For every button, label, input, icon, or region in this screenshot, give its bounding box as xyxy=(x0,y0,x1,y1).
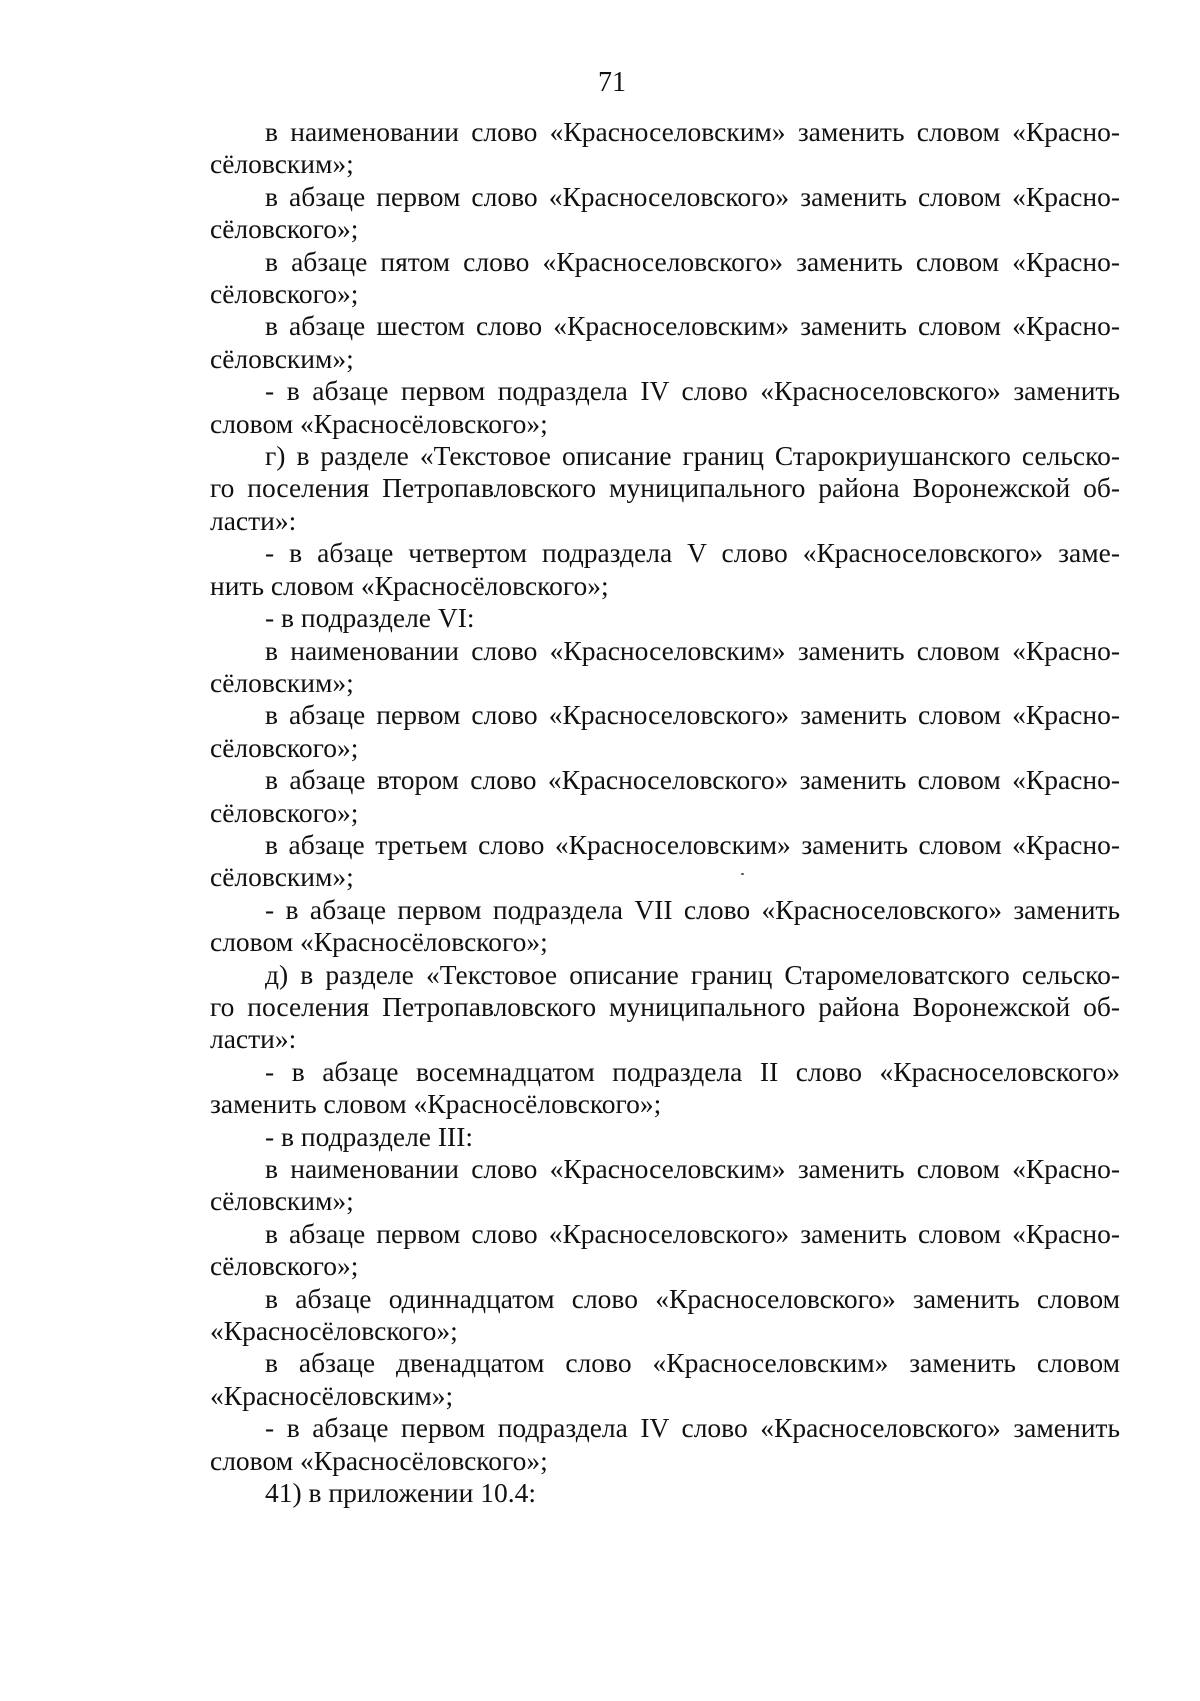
paragraph-line: сёловским»; xyxy=(210,148,354,180)
paragraph-line: в абзаце третьем слово «Красноселовским» заменить словом «Красно- xyxy=(265,828,1120,860)
paragraph xyxy=(210,699,1120,764)
paragraph-line: г) в разделе «Текстовое описание границ Старокриушанского сельско- xyxy=(265,440,1120,472)
paragraph xyxy=(210,764,1120,829)
document-body xyxy=(210,116,1120,1509)
paragraph xyxy=(210,829,1120,894)
paragraph-line: в наименовании слово «Красноселовским» заменить словом «Красно- xyxy=(265,1153,1120,1184)
paragraph-line: в абзаце двенадцатом слово «Красноселовским» заменить словом xyxy=(265,1347,1120,1379)
paragraph-line: сёловского»; xyxy=(210,731,359,763)
paragraph-line: го поселения Петропавловского муниципального района Воронежской об- xyxy=(210,472,1120,504)
paragraph xyxy=(210,116,1120,181)
paragraph-line: «Красносёловским»; xyxy=(210,1379,454,1411)
paragraph-line: д) в разделе «Текстовое описание границ Старомеловатского сельско- xyxy=(265,958,1120,990)
paragraph xyxy=(210,310,1120,375)
paragraph-line: - в абзаце четвертом подраздела V слово «Красноселовского» заме- xyxy=(265,537,1120,569)
paragraph-line: словом «Красносёловского»; xyxy=(210,407,548,439)
page-number: 71 xyxy=(598,67,626,98)
paragraph-line: заменить словом «Красносёловского»; xyxy=(210,1088,662,1120)
paragraph-line: сёловского»; xyxy=(210,213,359,245)
paragraph xyxy=(210,1347,1120,1412)
paragraph-line: сёловским»; xyxy=(210,342,354,374)
paragraph xyxy=(210,375,1120,440)
paragraph-line: «Красносёловского»; xyxy=(210,1315,458,1347)
paragraph-line: сёловского»; xyxy=(210,1250,359,1282)
paragraph xyxy=(210,1153,1120,1218)
paragraph-line: в наименовании слово «Красноселовским» заменить словом «Красно- xyxy=(265,116,1120,147)
paragraph-line: в наименовании слово «Красноселовским» заменить словом «Красно- xyxy=(265,634,1120,666)
paragraph xyxy=(210,1412,1120,1477)
paragraph xyxy=(210,1121,1120,1153)
paragraph xyxy=(210,894,1120,959)
paragraph-line: сёловским»; xyxy=(210,1185,354,1217)
paragraph-line: - в абзаце первом подраздела VII слово «Красноселовского» заменить xyxy=(265,893,1120,925)
paragraph-line: - в абзаце первом подраздела IV слово «Красноселовского» заменить xyxy=(265,375,1120,407)
paragraph-line: словом «Красносёловского»; xyxy=(210,926,548,958)
paragraph-line: го поселения Петропавловского муниципального района Воронежской об- xyxy=(210,990,1120,1022)
paragraph-line: в абзаце первом слово «Красноселовского» заменить словом «Красно- xyxy=(265,1217,1120,1249)
paragraph-line: ласти»: xyxy=(210,1023,297,1055)
paragraph xyxy=(210,181,1120,246)
paragraph xyxy=(210,246,1120,311)
paragraph-line: ласти»: xyxy=(210,504,297,536)
paragraph-line: в абзаце одиннадцатом слово «Красноселовского» заменить словом xyxy=(265,1282,1120,1314)
paragraph-line: - в подразделе III: xyxy=(265,1120,473,1152)
paragraph-line: - в абзаце первом подраздела IV слово «Красноселовского» заменить xyxy=(265,1412,1120,1444)
paragraph-line: в абзаце втором слово «Красноселовского» заменить словом «Красно- xyxy=(265,764,1120,796)
paragraph xyxy=(210,635,1120,700)
paragraph-line: сёловского»; xyxy=(210,278,359,310)
paragraph xyxy=(210,959,1120,1056)
paragraph-line: - в абзаце восемнадцатом подраздела II слово «Красноселовского» xyxy=(265,1055,1120,1087)
paragraph-line: словом «Красносёловского»; xyxy=(210,1444,548,1476)
paragraph-line: сёловским»; xyxy=(210,666,354,698)
paragraph-line: сёловским»; xyxy=(210,861,354,893)
paragraph-line: в абзаце шестом слово «Красноселовским» заменить словом «Красно- xyxy=(265,310,1120,342)
paragraph xyxy=(210,537,1120,602)
paragraph xyxy=(210,440,1120,537)
paragraph-line: нить словом «Красносёловского»; xyxy=(210,569,609,601)
paragraph-line: - в подразделе VI: xyxy=(265,602,475,634)
paragraph-line: сёловского»; xyxy=(210,796,359,828)
paragraph xyxy=(210,1218,1120,1283)
paragraph-line: в абзаце пятом слово «Красноселовского» заменить словом «Красно- xyxy=(265,245,1120,277)
paragraph-line: в абзаце первом слово «Красноселовского» заменить словом «Красно- xyxy=(265,699,1120,731)
paragraph xyxy=(210,602,1120,634)
paragraph-line: 41) в приложении 10.4: xyxy=(265,1477,536,1509)
scan-speck xyxy=(741,873,744,875)
paragraph xyxy=(210,1056,1120,1121)
paragraph xyxy=(210,1477,1120,1509)
paragraph xyxy=(210,1283,1120,1348)
paragraph-line: в абзаце первом слово «Красноселовского» заменить словом «Красно- xyxy=(265,180,1120,212)
